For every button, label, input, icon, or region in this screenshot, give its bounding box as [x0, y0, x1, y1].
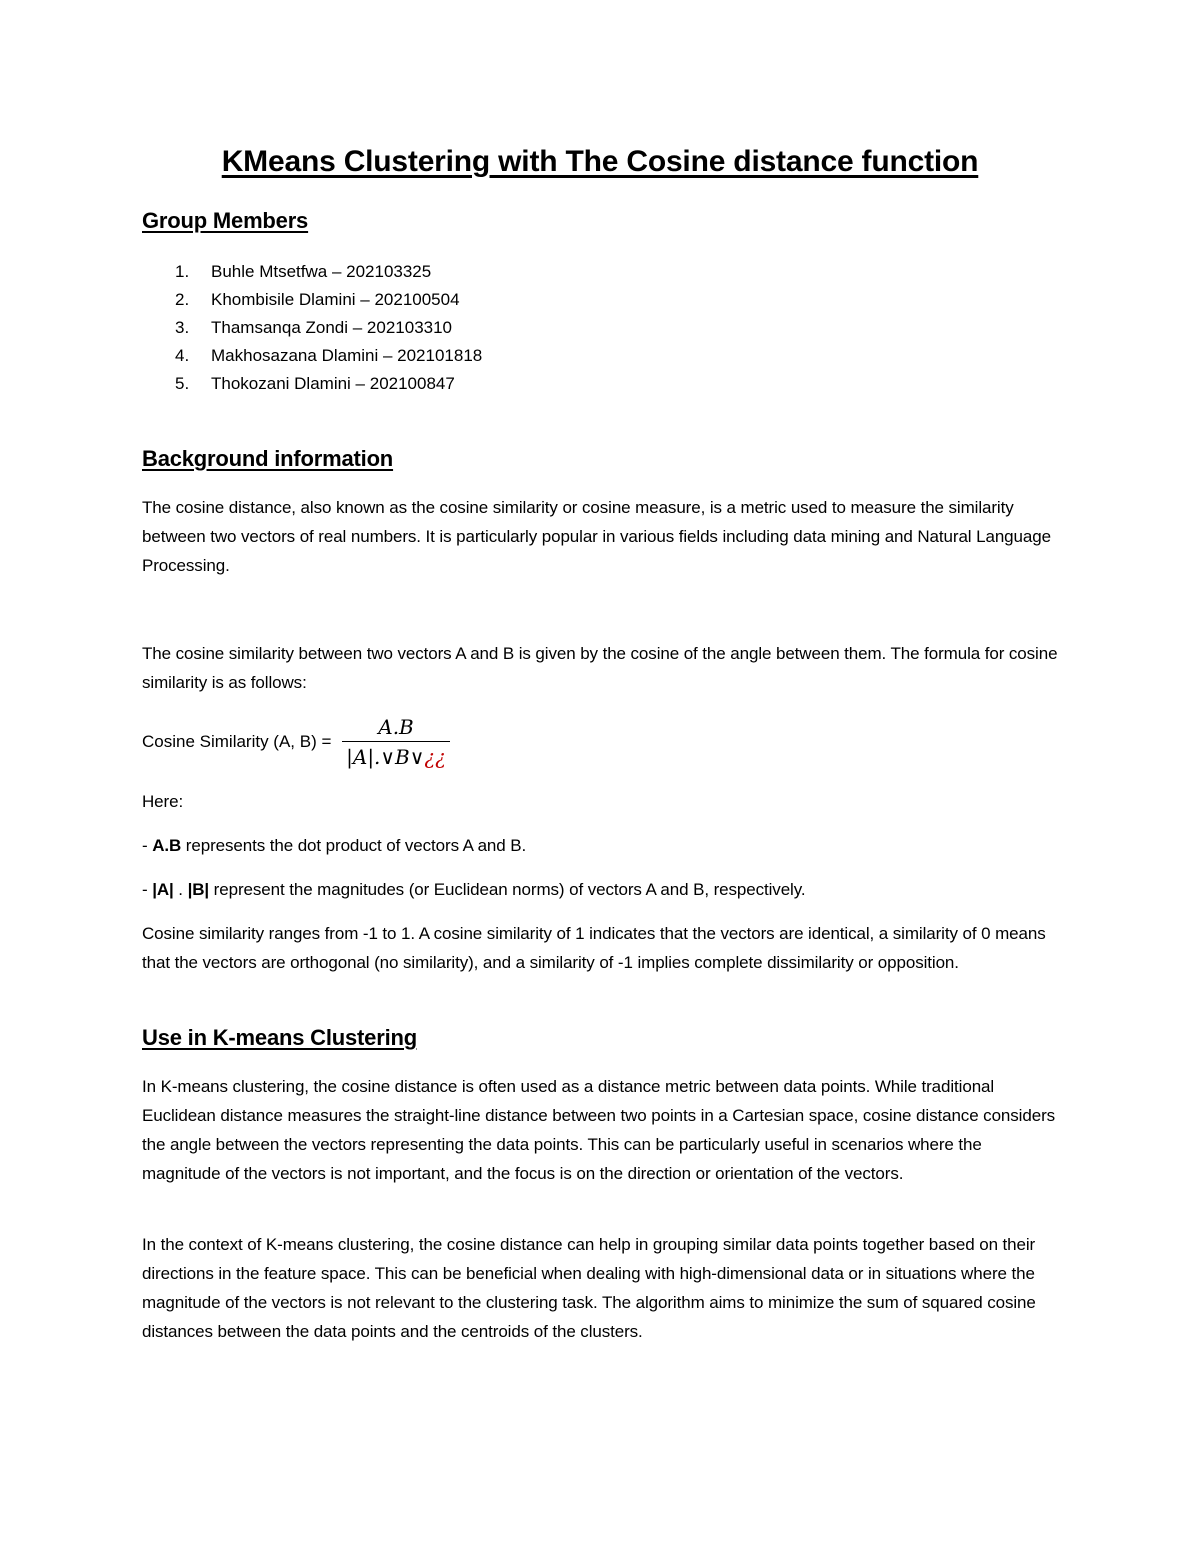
- bullet-magnitudes: [142, 875, 1058, 904]
- formula-numerator: A.B: [378, 715, 414, 739]
- document-title: KMeans Clustering with The Cosine distance function: [221, 145, 979, 178]
- bullet-prefix: -: [142, 880, 153, 899]
- background-paragraph-2: The cosine similarity between two vectors A and B is given by the cosine of the angle between them. The formula for cosine similarity is as follows:: [142, 644, 1058, 692]
- bullet-term: A.B: [152, 836, 182, 855]
- list-item-number: 1.: [175, 262, 190, 281]
- list-item-text: Thokozani Dlamini – 202100847: [211, 374, 455, 393]
- bullet-prefix: -: [142, 836, 153, 855]
- list-item: [142, 314, 482, 342]
- list-item: [142, 342, 482, 370]
- bullet-text: represents the dot product of vectors A and B.: [181, 836, 527, 855]
- list-item-text: Khombisile Dlamini – 202100504: [211, 290, 460, 309]
- formula-denominator-main: |A|.∨B∨: [346, 745, 425, 769]
- group-members-list: [142, 258, 482, 398]
- kmeans-heading: Use in K-means Clustering: [142, 1025, 417, 1050]
- formula-fraction: [342, 714, 450, 770]
- kmeans-paragraph-2: In the context of K-means clustering, the cosine distance can help in grouping similar data points together based on their directions in the feature space. This can be beneficial when dealing with high-dimensional data or in situations where the magnitude of the vectors is not relevant to the clustering task. The algorithm aims to minimize the sum of squared cosine distances between the data points and the centroids of the clusters.: [142, 1235, 1036, 1341]
- list-item-number: 2.: [175, 290, 190, 309]
- background-heading: Background information: [142, 446, 394, 471]
- list-item: [142, 286, 482, 314]
- bullet-separator: .: [173, 880, 188, 899]
- list-item: [142, 370, 482, 398]
- background-paragraph-1: The cosine distance, also known as the cosine similarity or cosine measure, is a metric used to measure the similarity between two vectors of real numbers. It is particularly popular in various fields including data mining and Natural Language Processing.: [142, 498, 1051, 575]
- list-item-text: Makhosazana Dlamini – 202101818: [211, 346, 483, 365]
- formula-denominator: [342, 741, 450, 770]
- background-paragraph-3: Cosine similarity ranges from -1 to 1. A cosine similarity of 1 indicates that the vectors are identical, a similarity of 0 means that the vectors are orthogonal (no similarity), and a similarity of -1 implies complete dissimilarity or opposition.: [142, 924, 1046, 972]
- list-item-number: 5.: [175, 374, 190, 393]
- list-item-text: Buhle Mtsetfwa – 202103325: [211, 262, 432, 281]
- kmeans-paragraph-1: In K-means clustering, the cosine distance is often used as a distance metric between data points. While traditional Euclidean distance measures the straight-line distance between two points in a Cartesian space, cosine distance considers the angle between the vectors representing the data points. This can be particularly useful in scenarios where the magnitude of the vectors is not important, and the focus is on the direction or orientation of the vectors.: [142, 1077, 1056, 1183]
- list-item-text: Thamsanqa Zondi – 202103310: [211, 318, 453, 337]
- bullet-dot-product: [142, 831, 1058, 860]
- group-members-heading: Group Members: [142, 208, 309, 233]
- cosine-similarity-formula: [142, 712, 450, 772]
- list-item: [142, 258, 482, 286]
- here-label: Here:: [142, 792, 184, 811]
- list-item-number: 4.: [175, 346, 190, 365]
- bullet-term-a: |A|: [152, 880, 174, 899]
- bullet-text: represent the magnitudes (or Euclidean norms) of vectors A and B, respectively.: [209, 880, 806, 899]
- list-item-number: 3.: [175, 318, 190, 337]
- formula-denominator-error: ¿¿: [424, 745, 446, 769]
- bullet-term-b: |B|: [187, 880, 210, 899]
- formula-label: Cosine Similarity (A, B) =: [142, 732, 337, 751]
